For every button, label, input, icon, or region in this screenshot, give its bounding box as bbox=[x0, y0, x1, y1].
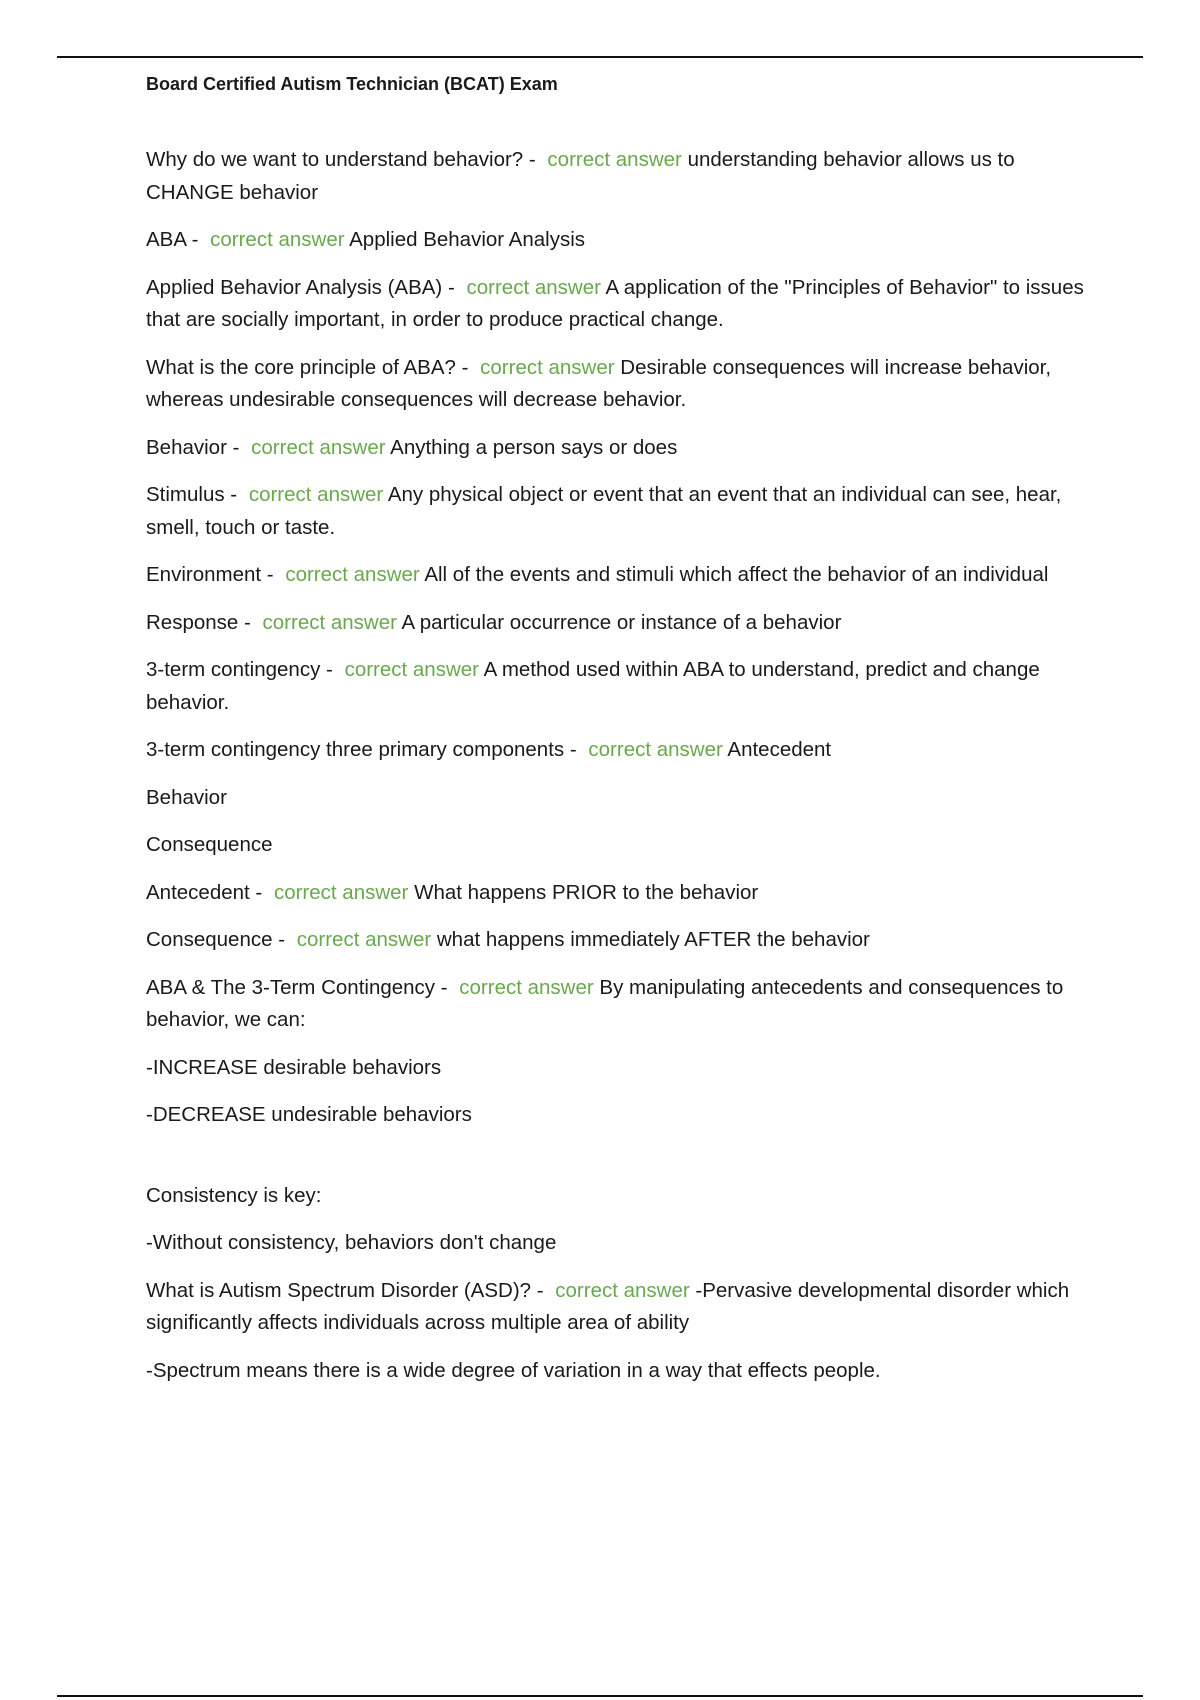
definition: A method used within ABA to understand, predict and change behavior. bbox=[146, 658, 1040, 714]
answer-label: correct answer bbox=[210, 228, 345, 251]
qa-entry bbox=[146, 734, 1086, 767]
term: ABA & The 3-Term Contingency - bbox=[146, 975, 454, 999]
definition: Applied Behavior Analysis bbox=[349, 228, 586, 251]
qa-entry bbox=[146, 559, 1086, 592]
answer-label: correct answer bbox=[296, 928, 432, 951]
definition: what happens immediately AFTER the behavior bbox=[436, 928, 870, 951]
qa-entry bbox=[146, 432, 1086, 465]
definition: Anything a person says or does bbox=[390, 435, 678, 459]
term: 3-term contingency - bbox=[146, 658, 339, 681]
qa-entry bbox=[146, 272, 1086, 337]
qa-entry bbox=[146, 607, 1086, 640]
text-line: -Without consistency, behaviors don't change bbox=[146, 1231, 557, 1254]
definition: What happens PRIOR to the behavior bbox=[414, 880, 759, 904]
answer-label: correct answer bbox=[480, 355, 615, 379]
qa-entry bbox=[146, 352, 1086, 417]
text-line: Consistency is key: bbox=[146, 1183, 322, 1207]
term: Why do we want to understand behavior? - bbox=[146, 148, 542, 171]
qa-entry bbox=[146, 144, 1086, 209]
definition: Desirable consequences will increase behavior, whereas undesirable consequences will decrease behavior. bbox=[146, 355, 1052, 411]
answer-label: correct answer bbox=[459, 975, 594, 999]
flashcard-list bbox=[146, 144, 1086, 1402]
answer-label: correct answer bbox=[251, 435, 386, 459]
term: Behavior - bbox=[146, 435, 246, 459]
term: 3-term contingency three primary components - bbox=[146, 738, 583, 761]
qa-entry bbox=[146, 877, 1086, 910]
term: Applied Behavior Analysis (ABA) - bbox=[146, 275, 461, 299]
qa-entry bbox=[146, 654, 1086, 719]
term: What is the core principle of ABA? - bbox=[146, 355, 475, 379]
text-line: -Spectrum means there is a wide degree of variation in a way that effects people. bbox=[146, 1358, 881, 1382]
term: What is Autism Spectrum Disorder (ASD)? - bbox=[146, 1278, 550, 1302]
term: Antecedent - bbox=[146, 880, 268, 904]
definition: understanding behavior allows us to CHANGE behavior bbox=[146, 148, 1015, 204]
answer-label: correct answer bbox=[285, 563, 420, 586]
qa-entry bbox=[146, 224, 1086, 257]
definition: Antecedent bbox=[727, 738, 832, 761]
term: Consequence - bbox=[146, 928, 291, 951]
answer-label: correct answer bbox=[273, 880, 409, 904]
answer-label: correct answer bbox=[344, 658, 479, 681]
term: Response - bbox=[146, 610, 257, 634]
definition: A application of the "Principles of Behavior" to issues that are socially important, in order to produce practical change. bbox=[146, 275, 1084, 331]
term: ABA - bbox=[146, 228, 205, 251]
definition: By manipulating antecedents and consequences to behavior, we can: bbox=[146, 975, 1064, 1031]
definition: -Pervasive developmental disorder which significantly affects individuals across multiple area of ability bbox=[146, 1278, 1070, 1334]
header-rule bbox=[57, 56, 1143, 58]
answer-label: correct answer bbox=[547, 148, 682, 171]
text-line: -DECREASE undesirable behaviors bbox=[146, 1103, 472, 1126]
answer-label: correct answer bbox=[262, 610, 397, 634]
definition: All of the events and stimuli which affect the behavior of an individual bbox=[424, 563, 1049, 586]
text-line: Consequence bbox=[146, 833, 273, 856]
qa-entry bbox=[146, 924, 1086, 957]
definition: Any physical object or event that an event that an individual can see, hear, smell, touch or taste. bbox=[146, 483, 1062, 539]
answer-label: correct answer bbox=[248, 483, 384, 506]
answer-label: correct answer bbox=[466, 275, 601, 299]
qa-entry bbox=[146, 972, 1086, 1037]
definition: A particular occurrence or instance of a behavior bbox=[401, 610, 842, 634]
footer-rule bbox=[57, 1695, 1143, 1697]
qa-entry bbox=[146, 479, 1086, 544]
document-title: Board Certified Autism Technician (BCAT) Exam bbox=[146, 74, 558, 94]
term: Stimulus - bbox=[146, 483, 243, 506]
term: Environment - bbox=[146, 563, 280, 586]
text-line: Behavior bbox=[146, 785, 227, 809]
text-line: -INCREASE desirable behaviors bbox=[146, 1055, 442, 1079]
answer-label: correct answer bbox=[588, 738, 723, 761]
answer-label: correct answer bbox=[555, 1278, 690, 1302]
qa-entry bbox=[146, 1275, 1086, 1340]
